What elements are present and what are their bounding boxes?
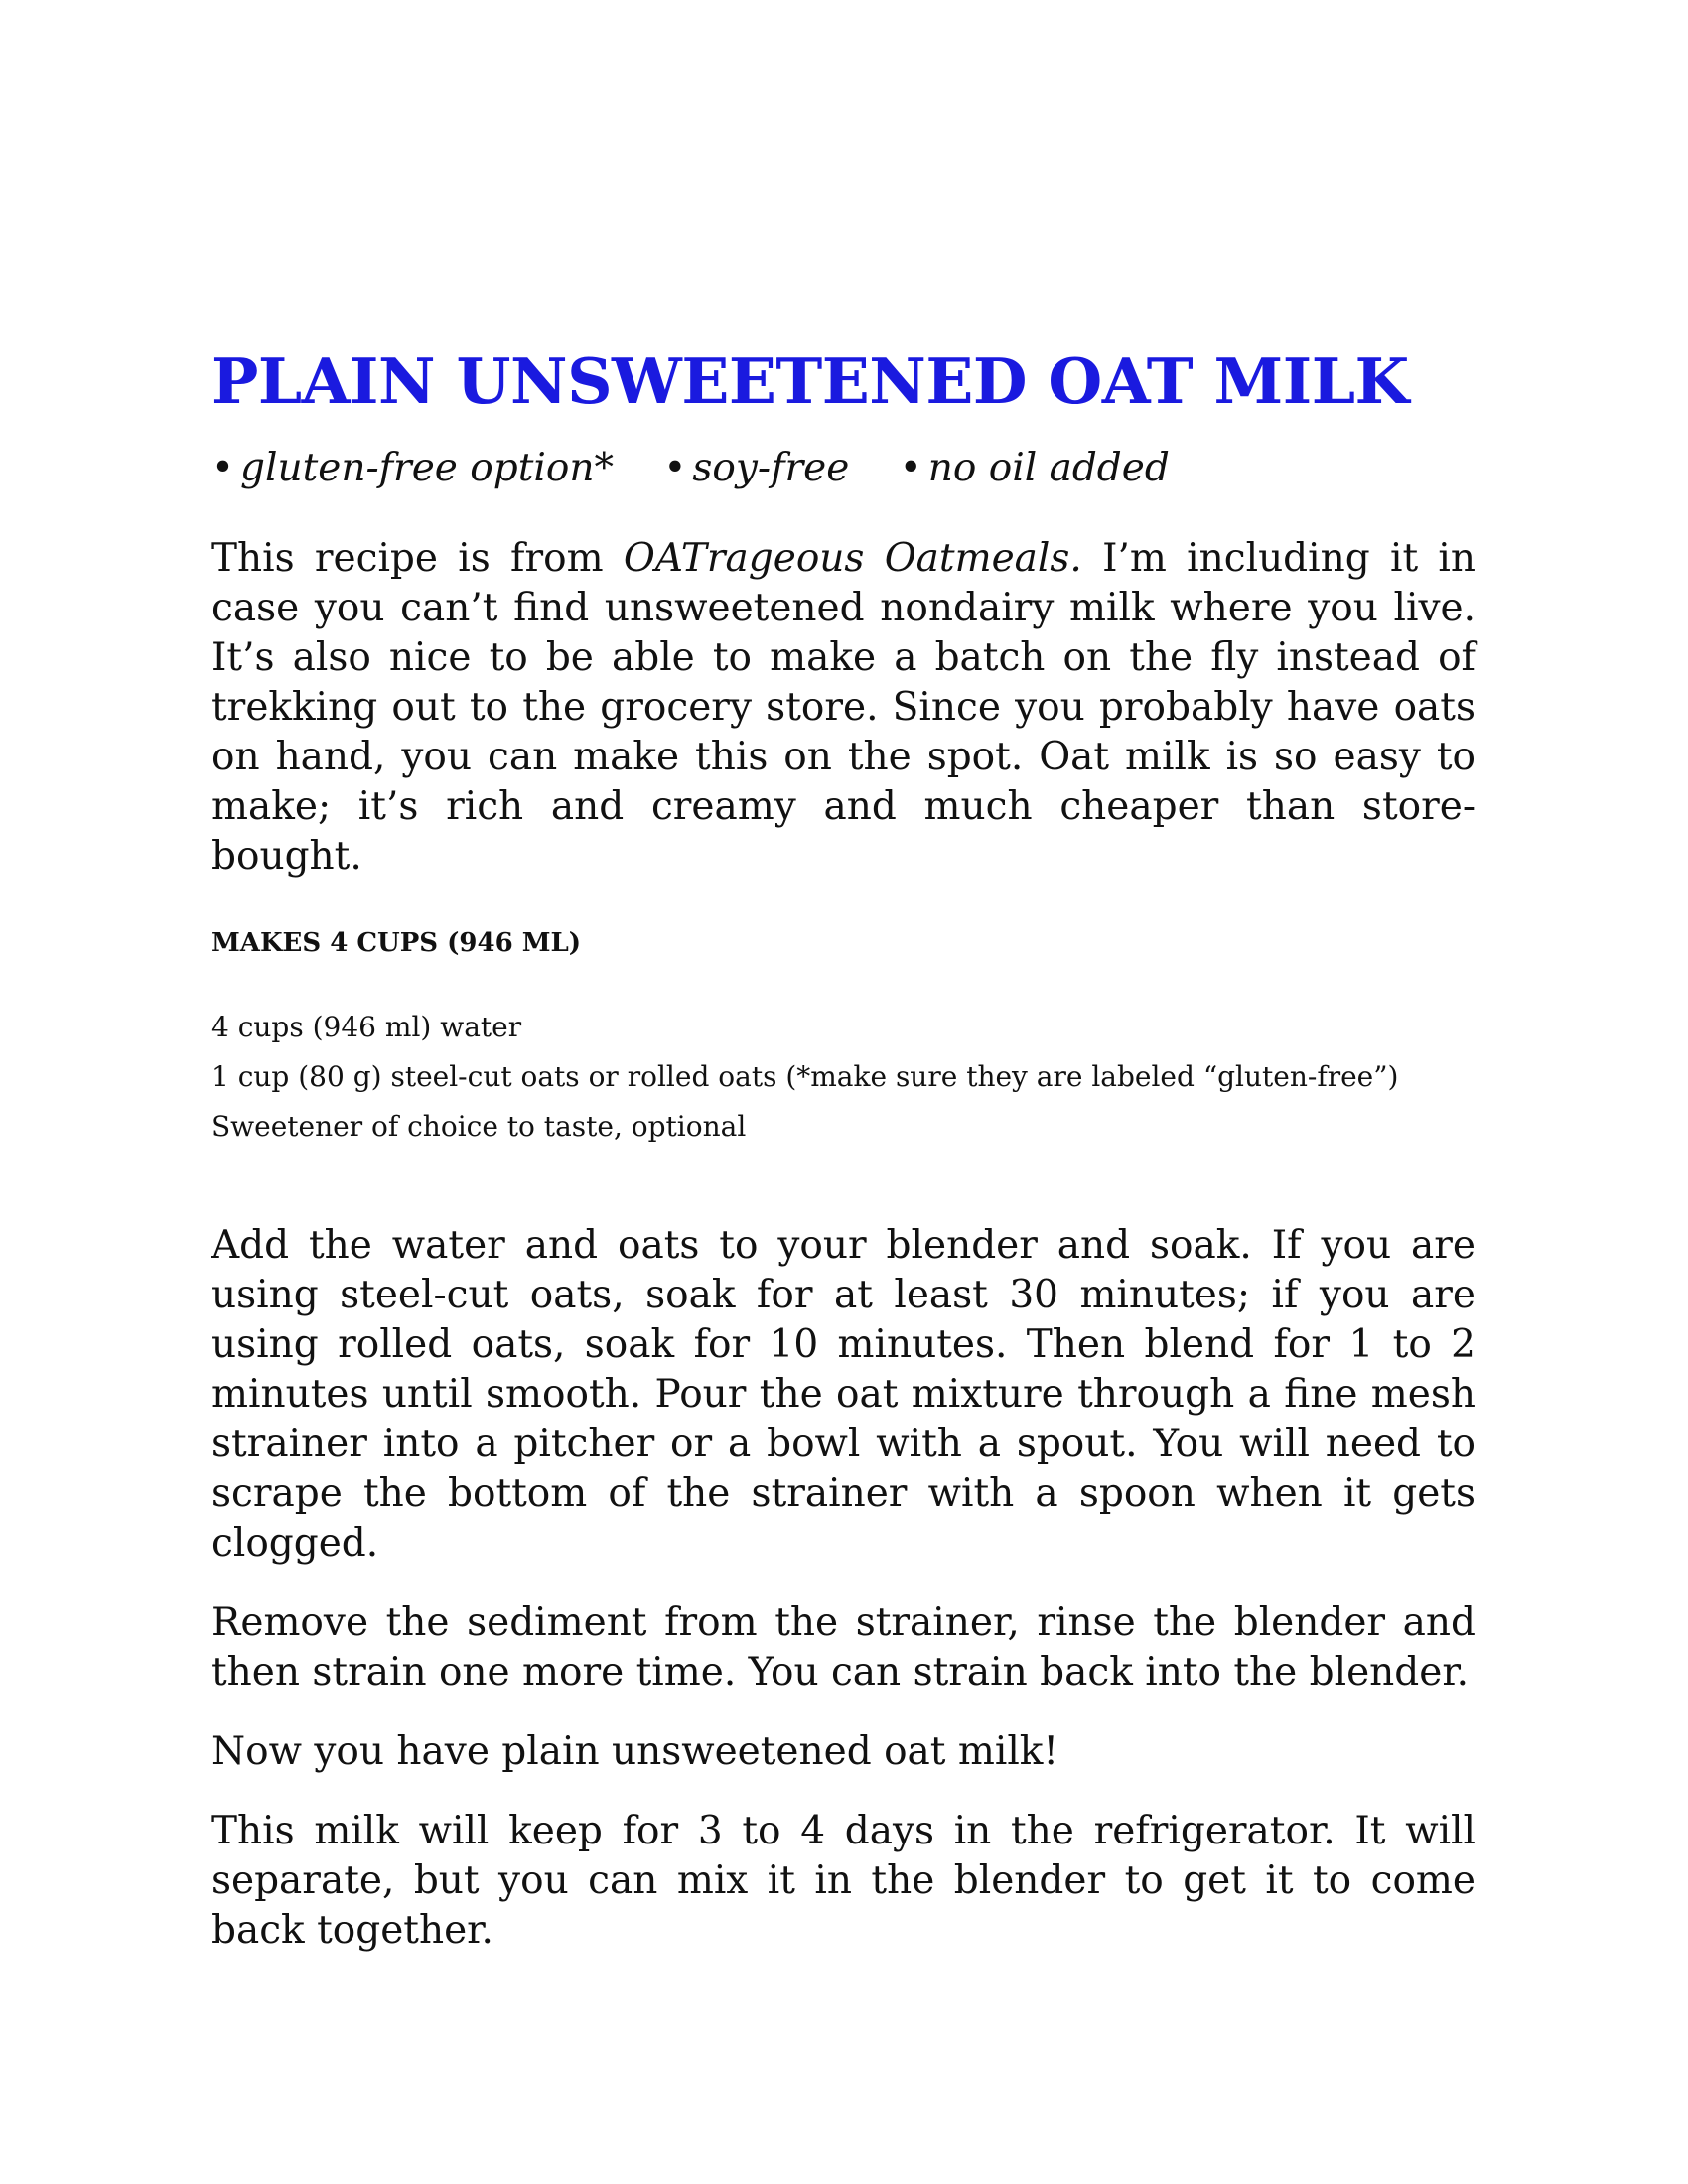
tag-no-oil: no oil added: [927, 446, 1170, 491]
recipe-yield: MAKES 4 CUPS (946 ML): [211, 928, 582, 959]
book-title: OATrageous Oatmeals.: [623, 536, 1082, 582]
tag-bullet: •: [663, 446, 687, 491]
ingredient-list: [211, 1003, 1476, 1152]
tag-bullet: •: [211, 446, 235, 491]
tag-soy-free: soy-free: [692, 446, 850, 491]
ingredient-item: 4 cups (946 ml) water: [211, 1010, 522, 1043]
instruction-step: Remove the sediment from the strainer, rinse the blender and then strain one more time. You can strain back into the blender.: [211, 1599, 1476, 1695]
diet-tags: [211, 446, 1476, 492]
instruction-step: This milk will keep for 3 to 4 days in the refrigerator. It will separate, but you can mix it in the blender to get it to come back together.: [211, 1808, 1476, 1953]
instruction-step: Now you have plain unsweetened oat milk!: [211, 1728, 1059, 1774]
recipe-page: [211, 344, 1477, 1985]
ingredient-item: Sweetener of choice to taste, optional: [211, 1109, 747, 1143]
tag-gluten-free: gluten-free option*: [240, 446, 614, 491]
instructions: [211, 1221, 1476, 1956]
ingredient-item: 1 cup (80 g) steel-cut oats or rolled oats (*make sure they are labeled “gluten-free”): [211, 1059, 1399, 1093]
intro-text-start: This recipe is from: [211, 536, 624, 582]
tag-bullet: •: [899, 446, 922, 491]
intro-paragraph: [211, 534, 1476, 882]
instruction-step: Add the water and oats to your blender and soak. If you are using steel-cut oats, soak for at least 30 minutes; if you are using rolled oats, soak for 10 minutes. Then blend for 1 to 2 minutes until smooth. Pour the oat mixture through a fine mesh strainer into a pitcher or a bowl with a spout. You will need to scrape the bottom of the strainer with a spoon when it gets clogged.: [211, 1222, 1476, 1566]
intro-text-rest: I’m including it in case you can’t find unsweetened nondairy milk where you live. It’s also nice to be able to make a batch on the fly instead of trekking out to the grocery store. Since you probably have oats on hand, you can make this on the spot. Oat milk is so easy to make; it’s rich and creamy and much cheaper than store-bought.: [211, 536, 1477, 880]
recipe-title: PLAIN UNSWEETENED OAT MILK: [211, 344, 1409, 418]
